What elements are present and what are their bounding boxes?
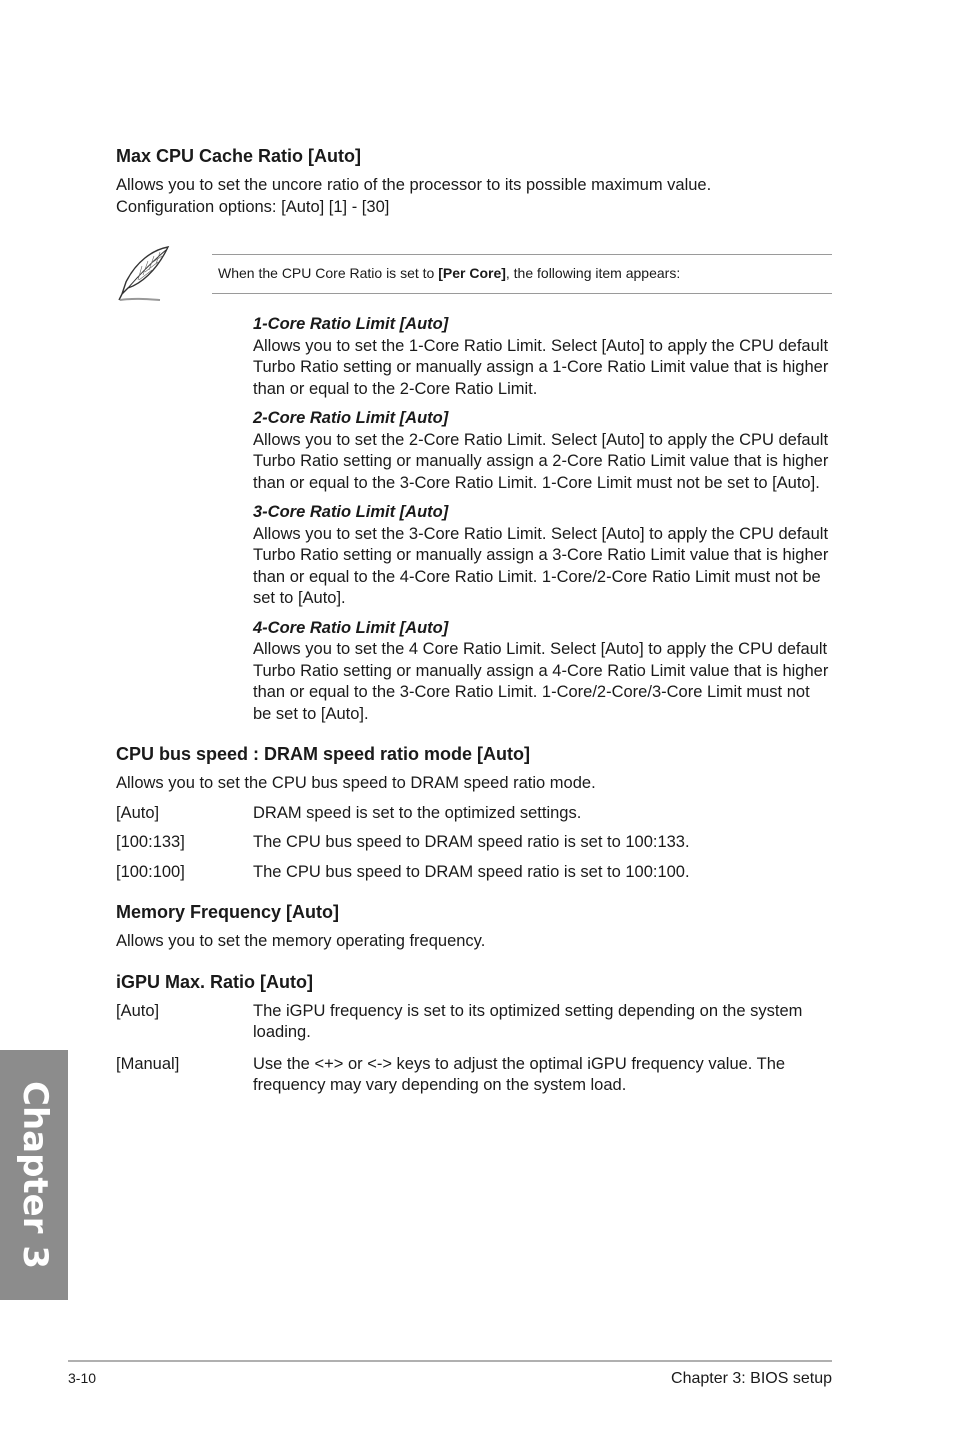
item-title: 3-Core Ratio Limit [Auto]: [253, 503, 449, 521]
list-item: [253, 408, 832, 494]
option-key: [100:100]: [116, 862, 185, 881]
section-title: Max CPU Cache Ratio [Auto]: [116, 146, 362, 166]
item-desc: Allows you to set the 1-Core Ratio Limit. Select [Auto] to apply the CPU default Turbo Ratio setting or manually assign a 1-Core Ratio Limit value that is higher than or equal to the 2-Core Ratio Limit.: [253, 336, 829, 398]
item-desc: Allows you to set the 3-Core Ratio Limit. Select [Auto] to apply the CPU default Turbo Ratio setting or manually assign a 3-Core Ratio Limit value that is higher than or equal to the 4-Core Ratio Limit. 1-Core/2-Core Ratio Limit must not be set to [Auto].: [253, 524, 829, 607]
section-title: CPU bus speed : DRAM speed ratio mode [Auto]: [116, 744, 531, 764]
note-bottom-rule: [212, 293, 832, 294]
max-cpu-cache-section: [116, 145, 832, 218]
section-desc: Allows you to set the memory operating frequency.: [116, 932, 486, 950]
footer-title: Chapter 3: BIOS setup: [671, 1370, 832, 1387]
page-number: 3-10: [68, 1370, 97, 1386]
section-title: iGPU Max. Ratio [Auto]: [116, 971, 313, 992]
memory-frequency-section: [116, 901, 832, 953]
section-desc: Allows you to set the CPU bus speed to DRAM speed ratio mode.: [116, 774, 596, 792]
config-options: Configuration options: [Auto] [1] - [30]: [116, 197, 390, 216]
footer-rule: [68, 1360, 832, 1362]
option-key: [100:133]: [116, 833, 185, 851]
option-row: [116, 1054, 832, 1097]
option-key: [Auto]: [116, 1001, 160, 1020]
chapter-tab-label: Chapter 3: [14, 1080, 55, 1270]
option-row: [116, 1001, 832, 1044]
section-title: Memory Frequency [Auto]: [116, 902, 340, 922]
item-desc: Allows you to set the 2-Core Ratio Limit. Select [Auto] to apply the CPU default Turbo Ratio setting or manually assign a 2-Core Ratio Limit value that is higher than or equal to the 3-Core Ratio Limit. 1-Core Limit must not be set to [Auto].: [253, 430, 829, 492]
item-title: 4-Core Ratio Limit [Auto]: [253, 618, 449, 637]
option-key: [Auto]: [116, 803, 160, 822]
option-value: The CPU bus speed to DRAM speed ratio is set to 100:133.: [253, 833, 690, 851]
list-item: [253, 314, 832, 400]
option-value: Use the <+> or <-> keys to adjust the optimal iGPU frequency value. The frequency may vary depending on the system load.: [253, 1054, 786, 1094]
option-key: [Manual]: [116, 1054, 180, 1073]
option-value: The CPU bus speed to DRAM speed ratio is set to 100:100.: [253, 862, 690, 881]
list-item: [253, 618, 832, 726]
note-text: When the CPU Core Ratio is set to [Per Core], the following item appears:: [218, 265, 681, 281]
item-desc: Allows you to set the 4 Core Ratio Limit. Select [Auto] to apply the CPU default Turbo Ratio setting or manually assign a 4-Core Ratio Limit value that is higher than or equal to the 3-Core Ratio Limit. 1-Core/2-Core/3-Core Limit must not be set to [Auto].: [253, 640, 829, 723]
item-title: 2-Core Ratio Limit [Auto]: [253, 409, 449, 427]
feather-pen-icon: [116, 244, 174, 302]
core-limits-list: [253, 314, 832, 725]
chapter-tab: [0, 1050, 68, 1300]
note-box: [116, 244, 832, 304]
igpu-section: [116, 971, 832, 1097]
list-item: [253, 502, 832, 610]
option-value: The iGPU frequency is set to its optimized setting depending on the system loading.: [253, 1001, 803, 1041]
option-row: [116, 832, 832, 854]
option-value: DRAM speed is set to the optimized settings.: [253, 803, 582, 822]
section-desc: Allows you to set the uncore ratio of the processor to its possible maximum value.: [116, 176, 712, 194]
note-top-rule: [212, 254, 832, 255]
page-content: [116, 145, 832, 1111]
cpu-bus-section: [116, 743, 832, 883]
item-title: 1-Core Ratio Limit [Auto]: [253, 315, 449, 333]
note-bold: [Per Core]: [438, 265, 506, 281]
option-row: [116, 803, 832, 825]
option-row: [116, 862, 832, 884]
